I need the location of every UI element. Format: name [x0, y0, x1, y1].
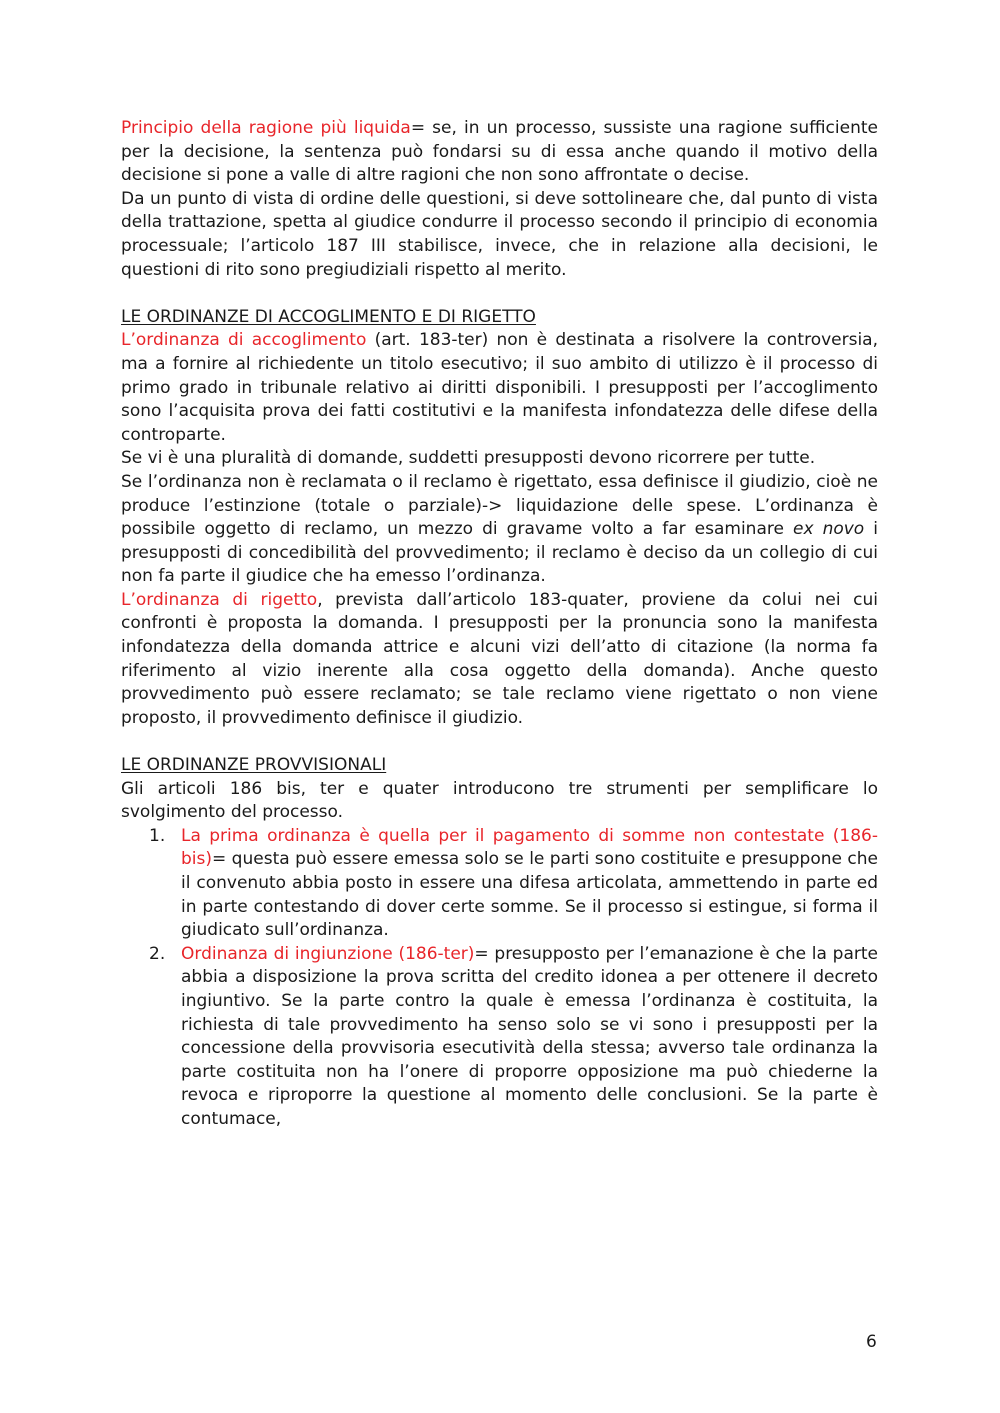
document-page	[121, 117, 878, 1132]
list-number: 2.	[149, 943, 166, 964]
paragraph-reclamo	[121, 471, 878, 589]
text-reclamo-b: i presupposti di concedibilità del provvedimento; il reclamo è deciso da un collegio di cui non fa parte il giudice che ha emesso l’ordinanza.	[121, 519, 878, 587]
text-ingiunzione: = presupposto per l’emanazione è che la parte abbia a disposizione la prova scritta del credito idonea a per ottenere il decreto ingiuntivo. Se la parte contro la quale è emessa l’ordinanza è costituita, la richiesta di tale provvedimento ha senso solo se vi sono i presupposti per la concessione della provvisoria esecutività della stessa; avverso tale ordinanza la parte costituita non ha l’onere di proporre opposizione ma può chiederne la revoca e riproporre la questione al momento delle conclusioni. Se la parte è contumace,	[181, 943, 878, 1129]
list-item-text	[181, 825, 878, 943]
term-somme-non-contestate: La prima ordinanza è quella per il pagamento di somme non contestate (186-bis)	[181, 825, 878, 870]
text-ragione-liquida: = se, in un processo, sussiste una ragione sufficiente per la decisione, la sentenza può fondarsi su di essa anche quando il motivo della decisione si pone a valle di altre ragioni che non sono affrontate o decise.	[121, 118, 878, 186]
paragraph-provvisionali-intro: Gli articoli 186 bis, ter e quater introducono tre strumenti per semplificare lo svolgimento del processo.	[121, 778, 878, 823]
term-accoglimento: L’ordinanza di accoglimento	[121, 330, 367, 351]
list-item-text	[181, 943, 878, 1132]
text-accoglimento: (art. 183-ter) non è destinata a risolvere la controversia, ma a fornire al richiedente un titolo esecutivo; il suo ambito di utilizzo è il processo di primo grado in tribunale relativo ai diritti disponibili. I presupposti per l’accoglimento sono l’acquisita prova dei fatti costitutivi e la manifesta infondatezza delle difese della controparte.	[121, 330, 878, 445]
paragraph-ordine-questioni: Da un punto di vista di ordine delle questioni, si deve sottolineare che, dal punto di vista della trattazione, spetta al giudice condurre il processo secondo il principio di economia processuale; l’articolo 187 III stabilisce, invece, che in relazione alla decisioni, le questioni di rito sono pregiudiziali rispetto al merito.	[121, 188, 878, 280]
list-item	[121, 943, 878, 1132]
text-somme-non-contestate: = questa può essere emessa solo se le parti sono costituite e presuppone che il convenuto abbia posto in essere una difesa articolata, ammettendo in parte ed in parte contestando di dover certe somme. Se il processo si estingue, si forma il giudicato sull’ordinanza.	[181, 849, 878, 941]
paragraph-ragione-liquida	[121, 117, 878, 188]
section-heading-accoglimento-rigetto: LE ORDINANZE DI ACCOGLIMENTO E DI RIGETTO	[121, 306, 536, 327]
page-number: 6	[866, 1332, 877, 1352]
section-heading-provvisionali: LE ORDINANZE PROVVISIONALI	[121, 755, 387, 776]
paragraph-rigetto	[121, 589, 878, 731]
text-rigetto: , prevista dall’articolo 183-quater, proviene da colui nei cui confronti è proposta la domanda. I presupposti per la pronuncia sono la manifesta infondatezza della domanda attrice e alcuni vizi dell’atto di citazione (la norma fa riferimento al vizio inerente alla cosa oggetto della domanda). Anche questo provvedimento può essere reclamato; se tale reclamo viene rigettato o non viene proposto, il provvedimento definisce il giudizio.	[121, 589, 878, 728]
ordinanze-list	[121, 825, 878, 1132]
list-number: 1.	[149, 825, 166, 846]
italic-ex-novo: ex novo	[793, 519, 865, 540]
spacer	[121, 282, 878, 306]
list-item	[121, 825, 878, 943]
paragraph-accoglimento	[121, 329, 878, 447]
term-ragione-liquida: Principio della ragione più liquida	[121, 118, 411, 138]
term-ingiunzione: Ordinanza di ingiunzione (186-ter)	[181, 943, 475, 964]
paragraph-pluralita: Se vi è una pluralità di domande, suddetti presupposti devono ricorrere per tutte.	[121, 448, 816, 469]
spacer	[121, 730, 878, 754]
term-rigetto: L’ordinanza di rigetto	[121, 589, 318, 610]
text-reclamo-a: Se l’ordinanza non è reclamata o il reclamo è rigettato, essa definisce il giudizio, cioè ne produce l’estinzione (totale o parziale)-> liquidazione delle spese. L’ordinanza è possibile oggetto di reclamo, un mezzo di gravame volto a far esaminare	[121, 471, 878, 540]
